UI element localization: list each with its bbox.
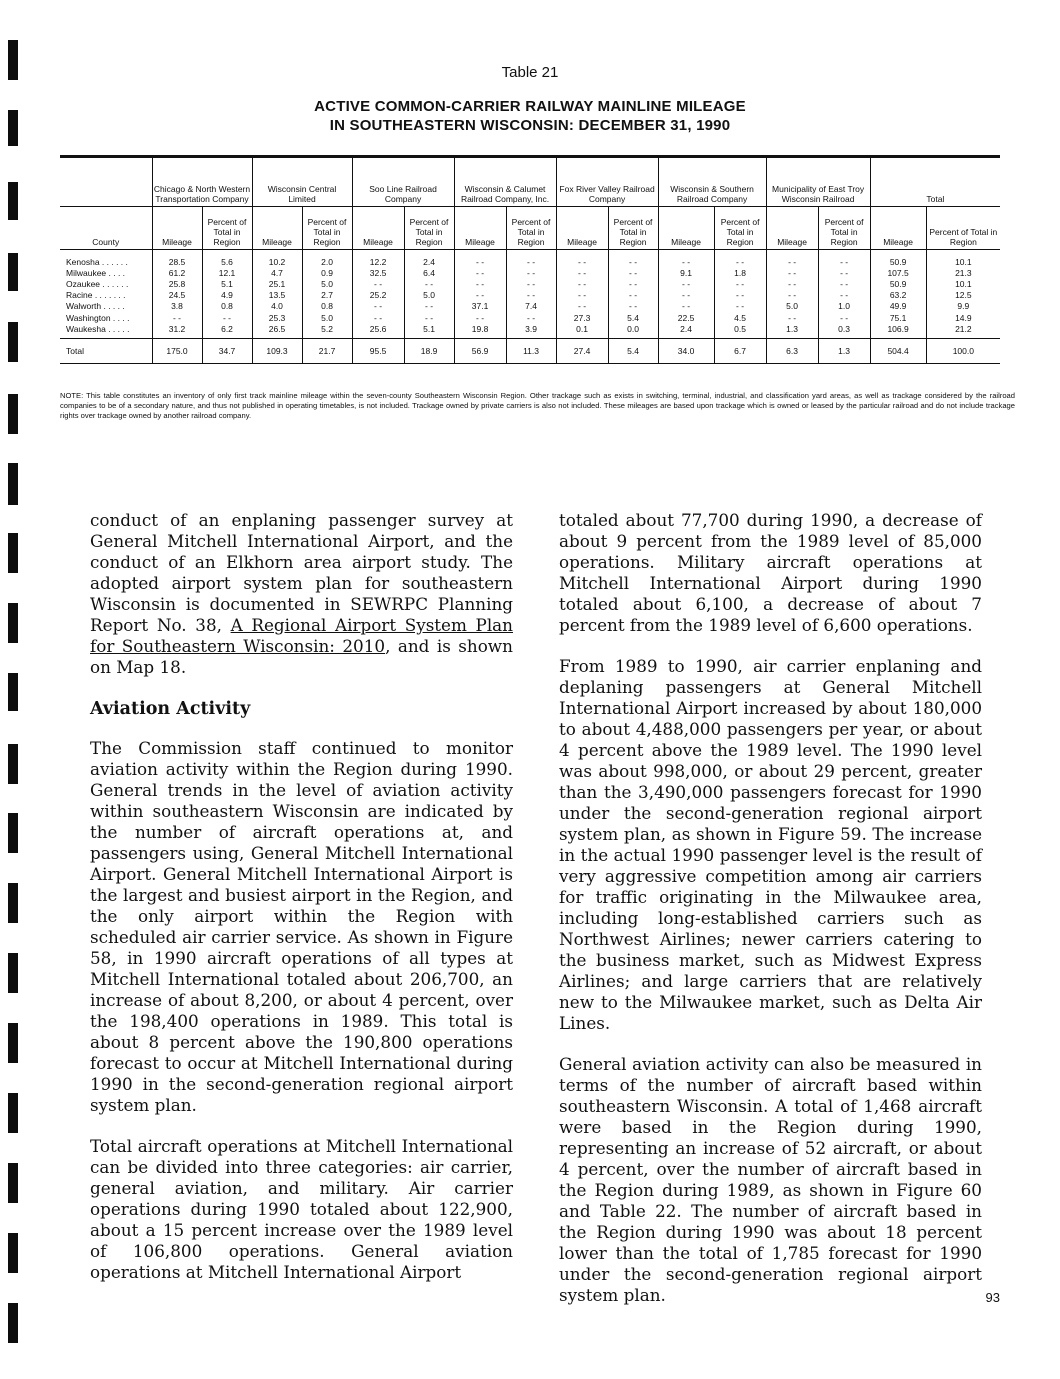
- percent-cell: 5.2: [302, 323, 352, 339]
- mileage-cell: - -: [578, 256, 587, 267]
- mileage-cell: 75.1: [889, 312, 907, 323]
- mileage-cell: 95.5: [352, 339, 404, 364]
- table-row: [60, 267, 1000, 278]
- percent-cell: 12.5: [926, 290, 1000, 301]
- report-title-underlined: A Regional Airport System Plan for Southeastern Wisconsin: 2010: [90, 615, 513, 656]
- percent-cell: - -: [818, 250, 870, 268]
- percent-header: Percent of Total in Region: [404, 207, 454, 250]
- paragraph: Total aircraft operations at Mitchell International can be divided into three categories: air carrier, general aviation, and military. Air carrier operations during 1990 totaled about 122,900, about a 15 percent increase over the 1989 level of 106,800 operations. General aviation operations at Mitchell International Airport: [90, 1136, 513, 1282]
- mileage-cell: - -: [682, 301, 691, 312]
- mileage-cell: 175.0: [152, 339, 202, 364]
- mileage-cell: - -: [578, 267, 587, 278]
- mileage-header: Mileage: [252, 207, 302, 250]
- binding-mark: [8, 744, 18, 784]
- percent-cell: 5.0: [404, 290, 454, 301]
- county-cell: Waukesha . . . . .: [60, 323, 152, 339]
- binding-mark: [8, 813, 18, 853]
- mileage-cell: 504.4: [870, 339, 926, 364]
- mileage-cell: 25.2: [369, 290, 387, 301]
- percent-cell: 18.9: [404, 339, 454, 364]
- county-cell: Washington . . . .: [60, 312, 152, 323]
- percent-cell: - -: [818, 290, 870, 301]
- percent-header: Percent of Total in Region: [302, 207, 352, 250]
- percent-cell: - -: [608, 250, 658, 268]
- section-heading: Aviation Activity: [90, 699, 251, 719]
- binding-mark: [8, 883, 18, 923]
- mileage-cell: 26.5: [268, 323, 286, 334]
- company-header: Municipality of East Troy Wisconsin Railroad: [766, 157, 870, 207]
- mileage-cell: 25.1: [268, 278, 286, 289]
- mileage-cell: - -: [788, 312, 797, 323]
- mileage-cell: 3.8: [171, 301, 183, 312]
- percent-cell: 1.0: [818, 301, 870, 312]
- percent-cell: 0.8: [302, 301, 352, 312]
- left-column: [90, 510, 513, 1303]
- table-row: [60, 301, 1000, 312]
- percent-cell: 7.4: [506, 301, 556, 312]
- percent-cell: 0.9: [302, 267, 352, 278]
- mileage-cell: - -: [788, 278, 797, 289]
- percent-cell: 11.3: [506, 339, 556, 364]
- mileage-cell: 107.5: [887, 267, 909, 278]
- binding-mark: [8, 1023, 18, 1063]
- binding-mark: [8, 40, 18, 80]
- table-row: [60, 323, 1000, 339]
- mileage-cell: 56.9: [454, 339, 506, 364]
- mileage-cell: 9.1: [680, 267, 692, 278]
- mileage-cell: - -: [476, 278, 485, 289]
- percent-cell: 2.4: [404, 250, 454, 268]
- percent-cell: - -: [608, 301, 658, 312]
- paragraph: General aviation activity can also be measured in terms of the number of aircraft based within southeastern Wisconsin. A total of 1,468 aircraft were based in the Region during 1990, representing an increase of 52 aircraft, or about 4 percent, over the number of aircraft based in the Region during 1989, as shown in Figure 60 and Table 22. The number of aircraft based in the Region during 1990 was about 18 percent lower than the total of 1,785 forecast for 1990 under the second-generation regional airport system plan.: [559, 1054, 982, 1305]
- mileage-cell: 2.4: [680, 323, 692, 334]
- percent-cell: 5.4: [608, 339, 658, 364]
- binding-mark: [8, 953, 18, 993]
- table-title-line-1: ACTIVE COMMON-CARRIER RAILWAY MAINLINE MILEAGE: [314, 98, 746, 115]
- mileage-cell: - -: [788, 256, 797, 267]
- page-number: 93: [985, 1290, 1000, 1305]
- percent-cell: 4.9: [202, 290, 252, 301]
- binding-mark: [8, 533, 18, 573]
- mileage-cell: 32.5: [369, 267, 387, 278]
- mileage-cell: 25.3: [268, 312, 286, 323]
- percent-cell: 5.1: [202, 278, 252, 289]
- percent-cell: - -: [506, 278, 556, 289]
- binding-mark: [8, 394, 18, 434]
- percent-cell: 14.9: [926, 312, 1000, 323]
- percent-header: Percent of Total in Region: [926, 207, 1000, 250]
- percent-cell: - -: [714, 250, 766, 268]
- percent-cell: 1.3: [818, 339, 870, 364]
- binding-mark: [8, 322, 18, 362]
- binding-mark: [8, 253, 18, 291]
- percent-cell: - -: [608, 290, 658, 301]
- percent-cell: 21.3: [926, 267, 1000, 278]
- percent-cell: - -: [818, 312, 870, 323]
- mileage-cell: - -: [578, 301, 587, 312]
- percent-cell: 2.7: [302, 290, 352, 301]
- mileage-cell: 0.1: [576, 323, 588, 334]
- table-note: NOTE: This table constitutes an inventory of only first track mainline mileage within the seven-county Southeastern Wisconsin Region. Other trackage such as exists in switching, terminal, industrial, and classification yard areas, as well as trackage considered by the railroad companies to be of a secondary nature, and thus not published in operating timetables, is not included. Trackage owned by private carriers is also not included. These mileages are based upon trackage which is owned or leased by the particular railroad and do not include trackage rights over trackage owned by another railroad company.: [60, 391, 1015, 420]
- percent-cell: - -: [714, 278, 766, 289]
- mileage-cell: 106.9: [887, 323, 909, 334]
- county-cell: Walworth . . . . .: [60, 301, 152, 312]
- percent-cell: 2.0: [302, 250, 352, 268]
- mileage-cell: 34.0: [658, 339, 714, 364]
- mileage-cell: 50.9: [889, 256, 907, 267]
- percent-cell: - -: [714, 290, 766, 301]
- table-number: Table 21: [501, 64, 559, 81]
- percent-cell: - -: [506, 290, 556, 301]
- company-header: Wisconsin Central Limited: [252, 157, 352, 207]
- mileage-cell: - -: [682, 256, 691, 267]
- mileage-cell: - -: [788, 267, 797, 278]
- company-header: Soo Line Railroad Company: [352, 157, 454, 207]
- mileage-header: Mileage: [766, 207, 818, 250]
- company-header: Fox River Valley Railroad Company: [556, 157, 658, 207]
- percent-cell: 0.5: [714, 323, 766, 339]
- column-header-row: [60, 207, 1000, 250]
- percent-cell: 5.6: [202, 250, 252, 268]
- percent-cell: 5.0: [302, 278, 352, 289]
- mileage-cell: 109.3: [252, 339, 302, 364]
- mileage-cell: - -: [578, 278, 587, 289]
- mileage-cell: - -: [374, 312, 383, 323]
- percent-cell: 1.8: [714, 267, 766, 278]
- company-header: Total: [870, 157, 1000, 207]
- mileage-cell: 4.0: [271, 301, 283, 312]
- percent-cell: 12.1: [202, 267, 252, 278]
- percent-cell: 21.2: [926, 323, 1000, 339]
- binding-mark: [8, 463, 18, 505]
- percent-cell: 6.7: [714, 339, 766, 364]
- binding-mark: [8, 603, 18, 643]
- mileage-cell: - -: [578, 290, 587, 301]
- mileage-cell: 4.7: [271, 267, 283, 278]
- mileage-cell: 13.5: [268, 290, 286, 301]
- mileage-header: Mileage: [454, 207, 506, 250]
- mileage-cell: - -: [476, 312, 485, 323]
- binding-mark: [8, 182, 18, 220]
- percent-cell: 5.1: [404, 323, 454, 339]
- mileage-cell: - -: [476, 290, 485, 301]
- percent-cell: 0.8: [202, 301, 252, 312]
- binding-mark: [8, 1163, 18, 1203]
- county-cell: Ozaukee . . . . . .: [60, 278, 152, 289]
- table-row: [60, 290, 1000, 301]
- mileage-cell: 6.3: [766, 339, 818, 364]
- mileage-cell: 24.5: [168, 290, 186, 301]
- percent-cell: - -: [818, 278, 870, 289]
- mileage-cell: - -: [476, 256, 485, 267]
- percent-header: Percent of Total in Region: [202, 207, 252, 250]
- percent-cell: 6.2: [202, 323, 252, 339]
- table-title-line-2: IN SOUTHEASTERN WISCONSIN: DECEMBER 31, 1990: [329, 117, 731, 134]
- table-title: [60, 97, 1000, 135]
- percent-cell: 5.4: [608, 312, 658, 323]
- county-cell: Kenosha . . . . . .: [60, 250, 152, 268]
- paragraph: From 1989 to 1990, air carrier enplaning and deplaning passengers at General Mitchell International Airport increased by about 180,000 to about 4,488,000 passengers per year, or about 4 percent above the 1989 level. The 1990 level was about 998,000, or about 29 percent, greater than the 3,490,000 passengers forecast for 1990 under the second-generation regional airport system plan, as shown in Figure 59. The increase in the actual 1990 passenger level is the result of very aggressive competition among air carriers for traffic originating in the Milwaukee area, including long-established carriers such as Northwest Airlines; newer carriers catering to the business market, such as Midwest Express Airlines; and large carriers that are relatively new to the Milwaukee market, such as Delta Air Lines.: [559, 656, 982, 1033]
- percent-cell: - -: [818, 267, 870, 278]
- mileage-cell: 27.3: [573, 312, 591, 323]
- mileage-header: Mileage: [870, 207, 926, 250]
- binding-mark: [8, 1093, 18, 1133]
- mileage-cell: 63.2: [889, 290, 907, 301]
- mileage-cell: - -: [374, 278, 383, 289]
- percent-cell: 3.9: [506, 323, 556, 339]
- mileage-cell: 50.9: [889, 278, 907, 289]
- paragraph-text: , and is shown on Map 18.: [90, 636, 513, 677]
- percent-cell: 100.0: [926, 339, 1000, 364]
- mileage-cell: 61.2: [168, 267, 186, 278]
- mileage-cell: 19.8: [471, 323, 489, 334]
- percent-cell: 10.1: [926, 250, 1000, 268]
- percent-cell: - -: [404, 278, 454, 289]
- mileage-cell: 22.5: [677, 312, 695, 323]
- percent-cell: - -: [202, 312, 252, 323]
- mileage-header: Mileage: [556, 207, 608, 250]
- table-body: [60, 250, 1000, 364]
- percent-cell: 0.3: [818, 323, 870, 339]
- mileage-header: Mileage: [658, 207, 714, 250]
- percent-cell: - -: [506, 250, 556, 268]
- mileage-cell: 49.9: [889, 301, 907, 312]
- table-caption: [60, 64, 1000, 135]
- company-header: Wisconsin & Southern Railroad Company: [658, 157, 766, 207]
- percent-cell: - -: [404, 301, 454, 312]
- county-header-spacer: [60, 157, 152, 207]
- percent-cell: 0.0: [608, 323, 658, 339]
- binding-mark: [8, 1233, 18, 1273]
- mileage-cell: - -: [374, 301, 383, 312]
- paragraph: totaled about 77,700 during 1990, a decrease of about 9 percent from the 1989 level of 85,000 operations. Military aircraft operations at Mitchell International Airport during 1990 totaled about 6,100, a decrease of about 7 percent from the 1989 level of 6,600 operations.: [559, 510, 982, 635]
- mileage-cell: 25.8: [168, 278, 186, 289]
- company-header-row: [60, 157, 1000, 207]
- mileage-cell: 37.1: [471, 301, 489, 312]
- percent-header: Percent of Total in Region: [714, 207, 766, 250]
- mileage-cell: - -: [682, 290, 691, 301]
- percent-cell: - -: [714, 301, 766, 312]
- county-header: County: [60, 207, 152, 250]
- company-header: Wisconsin & Calumet Railroad Company, Inc.: [454, 157, 556, 207]
- mileage-cell: - -: [476, 267, 485, 278]
- percent-header: Percent of Total in Region: [608, 207, 658, 250]
- percent-cell: 10.1: [926, 278, 1000, 289]
- mileage-cell: 28.5: [168, 256, 186, 267]
- table-row: [60, 250, 1000, 268]
- percent-cell: 5.0: [302, 312, 352, 323]
- mileage-header: Mileage: [152, 207, 202, 250]
- mileage-cell: 10.2: [268, 256, 286, 267]
- percent-cell: 6.4: [404, 267, 454, 278]
- percent-cell: 4.5: [714, 312, 766, 323]
- mileage-cell: - -: [682, 278, 691, 289]
- mileage-cell: 12.2: [369, 256, 387, 267]
- percent-cell: - -: [608, 267, 658, 278]
- mileage-cell: - -: [788, 290, 797, 301]
- binding-mark: [8, 110, 18, 146]
- binding-mark: [8, 1303, 18, 1343]
- percent-cell: 21.7: [302, 339, 352, 364]
- county-cell: Milwaukee . . . .: [60, 267, 152, 278]
- percent-cell: - -: [506, 267, 556, 278]
- total-row: [60, 339, 1000, 364]
- mileage-header: Mileage: [352, 207, 404, 250]
- mileage-cell: 31.2: [168, 323, 186, 334]
- mileage-cell: 1.3: [786, 323, 798, 334]
- percent-cell: 34.7: [202, 339, 252, 364]
- percent-cell: - -: [608, 278, 658, 289]
- paragraph: The Commission staff continued to monitor aviation activity within the Region during 1990. General trends in the level of aviation activity within southeastern Wisconsin are indicated by the number of aircraft operations at, and passengers using, General Mitchell International Airport. General Mitchell International Airport is the largest and busiest airport in the Region, and the only airport within the Region with scheduled air carrier service. As shown in Figure 58, in 1990 aircraft operations of all types at Mitchell International totaled about 206,700, an increase of about 8,200, or about 4 percent, over the 198,400 operations in 1989. This total is about 8 percent above the 190,800 operations forecast to occur at Mitchell International during 1990 in the second-generation regional airport system plan.: [90, 738, 513, 1115]
- county-cell: Total: [60, 339, 152, 364]
- percent-header: Percent of Total in Region: [818, 207, 870, 250]
- binding-mark: [8, 673, 18, 711]
- paragraph-text: conduct of an enplaning passenger survey at General Mitchell International Airport, and the conduct of an Elkhorn area airport study. The adopted airport system plan for southeastern Wisconsin is documented in SEWRPC Planning Report No. 38,: [90, 510, 513, 635]
- county-cell: Racine . . . . . . .: [60, 290, 152, 301]
- company-header: Chicago & North Western Transportation Company: [152, 157, 252, 207]
- percent-header: Percent of Total in Region: [506, 207, 556, 250]
- percent-cell: - -: [506, 312, 556, 323]
- percent-cell: 9.9: [926, 301, 1000, 312]
- percent-cell: - -: [404, 312, 454, 323]
- mileage-cell: 5.0: [786, 301, 798, 312]
- right-column: [559, 510, 982, 1326]
- railway-mileage-table: [60, 155, 1000, 364]
- table-row: [60, 312, 1000, 323]
- table-row: [60, 278, 1000, 289]
- paragraph: [90, 510, 513, 678]
- mileage-cell: - -: [172, 312, 182, 323]
- mileage-cell: 25.6: [369, 323, 387, 334]
- mileage-cell: 27.4: [556, 339, 608, 364]
